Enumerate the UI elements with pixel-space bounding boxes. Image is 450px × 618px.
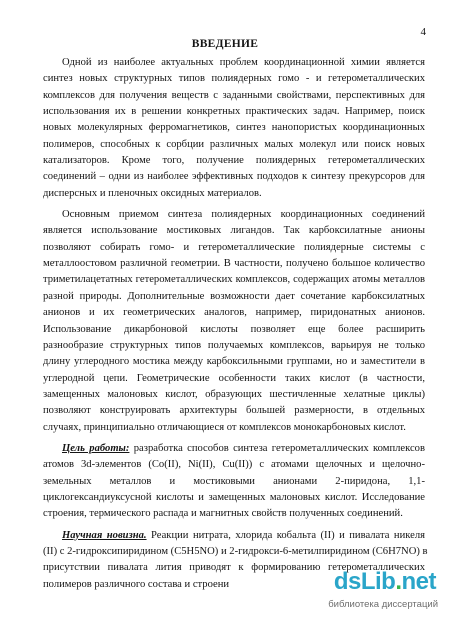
line-text: Основным приемом синтеза полиядерных координационных соединений (62, 209, 425, 221)
line-text: является использование мостиковых лигандов. Так карбоксилатные анионы (43, 225, 425, 237)
text-line (43, 544, 428, 560)
text-line (43, 186, 425, 202)
text-line (43, 387, 425, 403)
line-text: полимеров различного состава и строени (43, 578, 230, 590)
text-line (43, 506, 425, 522)
line-text: случаях, принципиально отличающиеся от комплексов монокарбоновых кислот. (43, 421, 406, 433)
text-line (43, 153, 425, 169)
text-line (43, 104, 425, 120)
text-line (43, 240, 425, 256)
text-line (43, 322, 425, 338)
line-text: строения, термического распада и магнитных свойств полученных соединений. (43, 508, 403, 520)
section-label: Научная новизна. (62, 529, 147, 541)
watermark-logo (334, 568, 436, 596)
text-line (43, 169, 425, 185)
text-line (43, 120, 425, 136)
text-line (43, 272, 425, 288)
text-line (43, 420, 425, 436)
line-text: катализаторов. Кроме того, получение полиядерных гетерометаллических (43, 155, 425, 167)
line-text: разнообразие структурных типов получаемых комплексов, варьируя не только (43, 339, 425, 351)
line-text: атомов 3d-элементов (Co(II), Ni(II), Cu(II)) с атомами щелочных и щелочно- (43, 459, 425, 471)
text-line (43, 354, 425, 370)
line-text: использования их в решении конкретных практических задач. Например, поиск (43, 106, 425, 118)
line-text: замещенных малоновых кислот, образующих шестичленные хелатные циклы) (43, 388, 425, 400)
line-text: присутствии пивалата лития приводят к формированию гетерометаллических (43, 562, 425, 574)
watermark (324, 568, 442, 612)
text-line (43, 474, 425, 490)
text-line (43, 305, 425, 321)
line-text: (II) с 2-гидроксипиридином (C5H5NO) и 2-гидрокси-6-метилпиридином (C6H7NO) в (43, 545, 428, 557)
line-text: комплексов для получения веществ с заданными свойствами, перспективных для (43, 89, 425, 101)
page-title: ВВЕДЕНИЕ (191, 38, 259, 50)
line-text: синтез новых структурных типов полиядерных гомо - и гетерометаллических (43, 73, 425, 85)
line-text: Использование дикарбоновой кислоты позволяет еще более расширить (43, 323, 425, 335)
text-line (43, 441, 425, 457)
line-text: земельных металлов и мостиковыми анионами 2-пиридона, 1,1- (43, 475, 425, 487)
text-line (43, 490, 425, 506)
section-label: Цель работы: (62, 442, 130, 454)
watermark-logo-tld: net (401, 568, 436, 595)
text-line (43, 457, 425, 473)
line-text: длину углеродного мостика между карбоксильными группами, но и заместители в (43, 356, 425, 368)
page-number: 4 (420, 26, 426, 38)
line-text: дисперсных и пленочных оксидных материалов. (43, 187, 262, 199)
text-line (43, 137, 425, 153)
line-text: разной природы. Дополнительные возможности дает сочетание карбоксилатных (43, 290, 425, 302)
watermark-logo-main: dsLib (333, 568, 396, 595)
text-line (43, 207, 425, 223)
line-text: полимеров, способных к сорбции различных малых молекул или поиск новых (43, 138, 425, 150)
line-text: новых молекулярных ферромагнетиков, синтез нанопористых координационных (43, 122, 425, 134)
line-text: углеродной цепи. Геометрические особенности таких кислот (в частности, (43, 372, 425, 384)
watermark-logo-dot: . (395, 568, 402, 595)
line-text: соединений – одни из наиболее эффективных подходов к синтезу прекурсоров для (43, 171, 425, 183)
text-line (43, 88, 425, 104)
text-line (43, 223, 425, 239)
line-text: позволяют конструировать архитектуры большей размерности, в отдельных (43, 405, 425, 417)
text-line (43, 403, 425, 419)
text-line (43, 289, 425, 305)
document-body (43, 55, 428, 593)
line-text: Одной из наиболее актуальных проблем координационной химии является (62, 57, 425, 68)
text-line (43, 338, 425, 354)
line-text: Реакции нитрата, хлорида кобальта (II) и пивалата никеля (146, 529, 425, 541)
text-line (43, 528, 425, 544)
text-line (43, 55, 425, 71)
watermark-subtitle: библиотека диссертаций (328, 599, 438, 610)
line-text: циклогександиуксусной кислоты и замещенных малоновых кислот. Исследование (43, 491, 425, 503)
text-line (43, 256, 425, 272)
line-text: разработка способов синтеза гетерометаллических комплексов (129, 442, 425, 454)
text-line (43, 371, 425, 387)
line-text: позволяют собирать гомо- и гетерометаллические полиядерные системы с (43, 241, 425, 253)
line-text: металлоостовом различной геометрии. В частности, получено большое количество (43, 258, 425, 270)
line-text: анионов и их геометрических аналогов, например, пиридонатных анионов. (43, 307, 425, 319)
line-text: триметилацетатных гетерометаллических комплексов, содержащих атомы металлов (43, 274, 425, 286)
text-line (43, 71, 425, 87)
